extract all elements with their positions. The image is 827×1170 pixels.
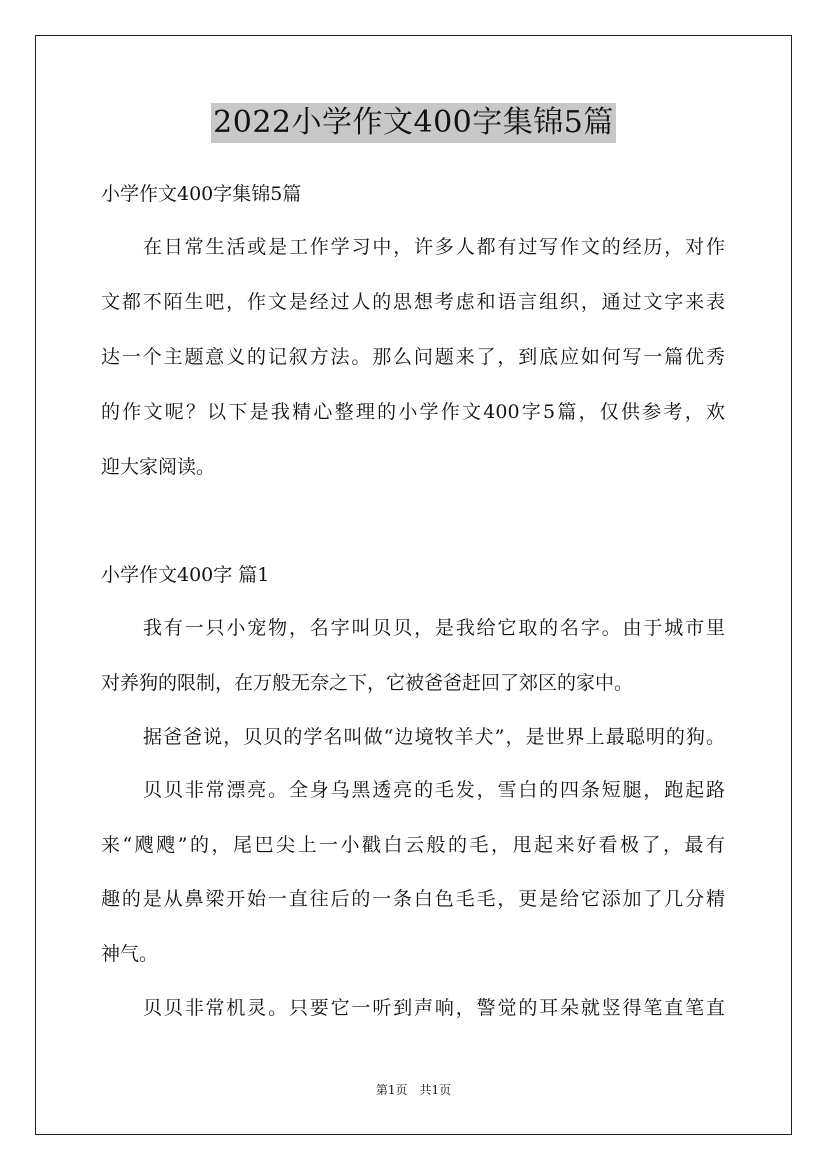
paragraph-line: 贝贝非常漂亮。全身乌黑透亮的毛发，雪白的四条短腿，跑起路 bbox=[143, 779, 725, 801]
document-subtitle: 小学作文400字集锦5篇 bbox=[101, 183, 302, 205]
paragraph-line: 我有一只小宠物，名字叫贝贝，是我给它取的名字。由于城市里 bbox=[143, 617, 725, 639]
paragraph-line: 神气。 bbox=[101, 943, 159, 965]
paragraph-line: 对养狗的限制，在万般无奈之下，它被爸爸赶回了郊区的家中。 bbox=[101, 672, 634, 694]
intro-line: 的作文呢？以下是我精心整理的小学作文400字5篇，仅供参考，欢 bbox=[101, 401, 725, 423]
intro-line: 在日常生活或是工作学习中，许多人都有过写作文的经历，对作 bbox=[143, 236, 725, 258]
section-heading: 小学作文400字 篇1 bbox=[101, 564, 270, 586]
page-number-footer: 第1页 共1页 bbox=[375, 1083, 452, 1097]
intro-line: 达一个主题意义的记叙方法。那么问题来了，到底应如何写一篇优秀 bbox=[101, 346, 725, 368]
document-title: 2022小学作文400字集锦5篇 bbox=[211, 103, 616, 143]
paragraph-line: 贝贝非常机灵。只要它一听到声响，警觉的耳朵就竖得笔直笔直 bbox=[143, 997, 725, 1019]
title-container bbox=[0, 103, 827, 143]
paragraph-line: 据爸爸说，贝贝的学名叫做“边境牧羊犬”，是世界上最聪明的狗。 bbox=[143, 726, 725, 748]
intro-line: 迎大家阅读。 bbox=[101, 456, 216, 478]
paragraph-line: 趣的是从鼻梁开始一直往后的一条白色毛毛，更是给它添加了几分精 bbox=[101, 888, 725, 910]
paragraph-line: 来“飕飕”的，尾巴尖上一小戳白云般的毛，甩起来好看极了，最有 bbox=[101, 834, 725, 856]
intro-line: 文都不陌生吧，作文是经过人的思想考虑和语言组织，通过文字来表 bbox=[101, 291, 725, 313]
